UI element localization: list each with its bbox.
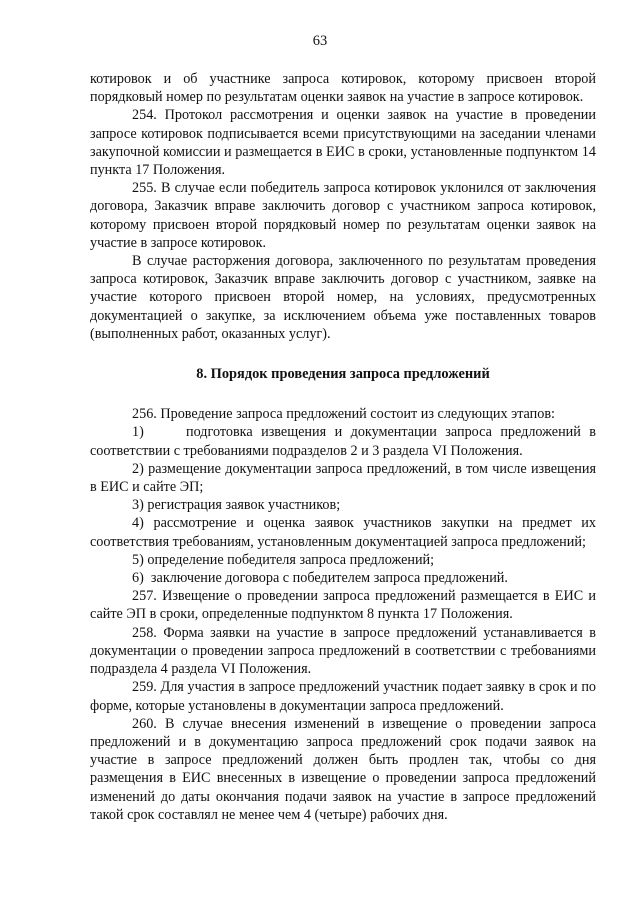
paragraph-255: 255. В случае если победитель запроса котировок уклонился от заключения договора, Заказчик вправе заключить договор с участником запроса котировок, которому присвоен второй порядковый номер по результатам оценки заявок на участие в запросе котировок.	[90, 180, 596, 251]
list-item-4: 4) рассмотрение и оценка заявок участников закупки на предмет их соответствия требованиям, установленным документацией запроса предложений;	[90, 515, 596, 550]
paragraph-continuation: котировок и об участнике запроса котировок, которому присвоен второй порядковый номер по результатам оценки заявок на участие в запросе котировок.	[90, 71, 596, 106]
list-item-6: 6) заключение договора с победителем запроса предложений.	[132, 570, 508, 587]
list-item-5: 5) определение победителя запроса предложений;	[132, 551, 435, 568]
section-heading: 8. Порядок проведения запроса предложений	[196, 366, 490, 383]
paragraph-258: 258. Форма заявки на участие в запросе предложений устанавливается в документации о проведении запроса предложений в соответствии с требованиями подраздела 4 раздела VI Положения.	[90, 624, 596, 678]
list-item-2: 2) размещение документации запроса предложений, в том числе извещения в ЕИС и сайте ЭП;	[90, 460, 596, 496]
paragraph-254: 254. Протокол рассмотрения и оценки заявок на участие в проведении запросе котировок подписывается всеми присутствующими на заседании членами закупочной комиссии и размещается в ЕИС в сроки, установленные подпунктом 14 пункта 17 Положения.	[90, 107, 596, 179]
paragraph-contract-termination: В случае расторжения договора, заключенного по результатам проведения запроса котировок, Заказчик вправе заключить договор с участником, заявке на участие которого присвоен второй номер, на условиях, предусмотренных документацией о закупке, за исключением объема уже поставленных товаров (выполненных работ, оказанных услуг).	[90, 253, 596, 342]
paragraph-260: 260. В случае внесения изменений в извещение о проведении запроса предложений и в документацию запроса предложений срок подачи заявок на участие в запросе предложений должен быть продлен так, чтобы со дня размещения в ЕИС внесенных в извещение о проведении запроса предложений изменений до даты окончания подачи заявок на участие в запросе предложений такой срок составлял не менее чем 4 (четыре) рабочих дня.	[90, 715, 596, 823]
paragraph-257: 257. Извещение о проведении запроса предложений размещается в ЕИС и сайте ЭП в сроки, определенные подпунктом 8 пункта 17 Положения.	[90, 588, 596, 623]
paragraph-259: 259. Для участия в запросе предложений участник подает заявку в срок и по форме, которые установлены в документации запроса предложений.	[90, 679, 596, 714]
document-body	[90, 70, 596, 824]
paragraph-256: 256. Проведение запроса предложений состоит из следующих этапов:	[132, 406, 555, 423]
list-item-3: 3) регистрация заявок участников;	[132, 497, 341, 514]
list-item-1: 1) подготовка извещения и документации запроса предложений в соответствии с требованиями подразделов 2 и 3 раздела VI Положения.	[90, 424, 596, 459]
page-number: 63	[312, 33, 328, 49]
